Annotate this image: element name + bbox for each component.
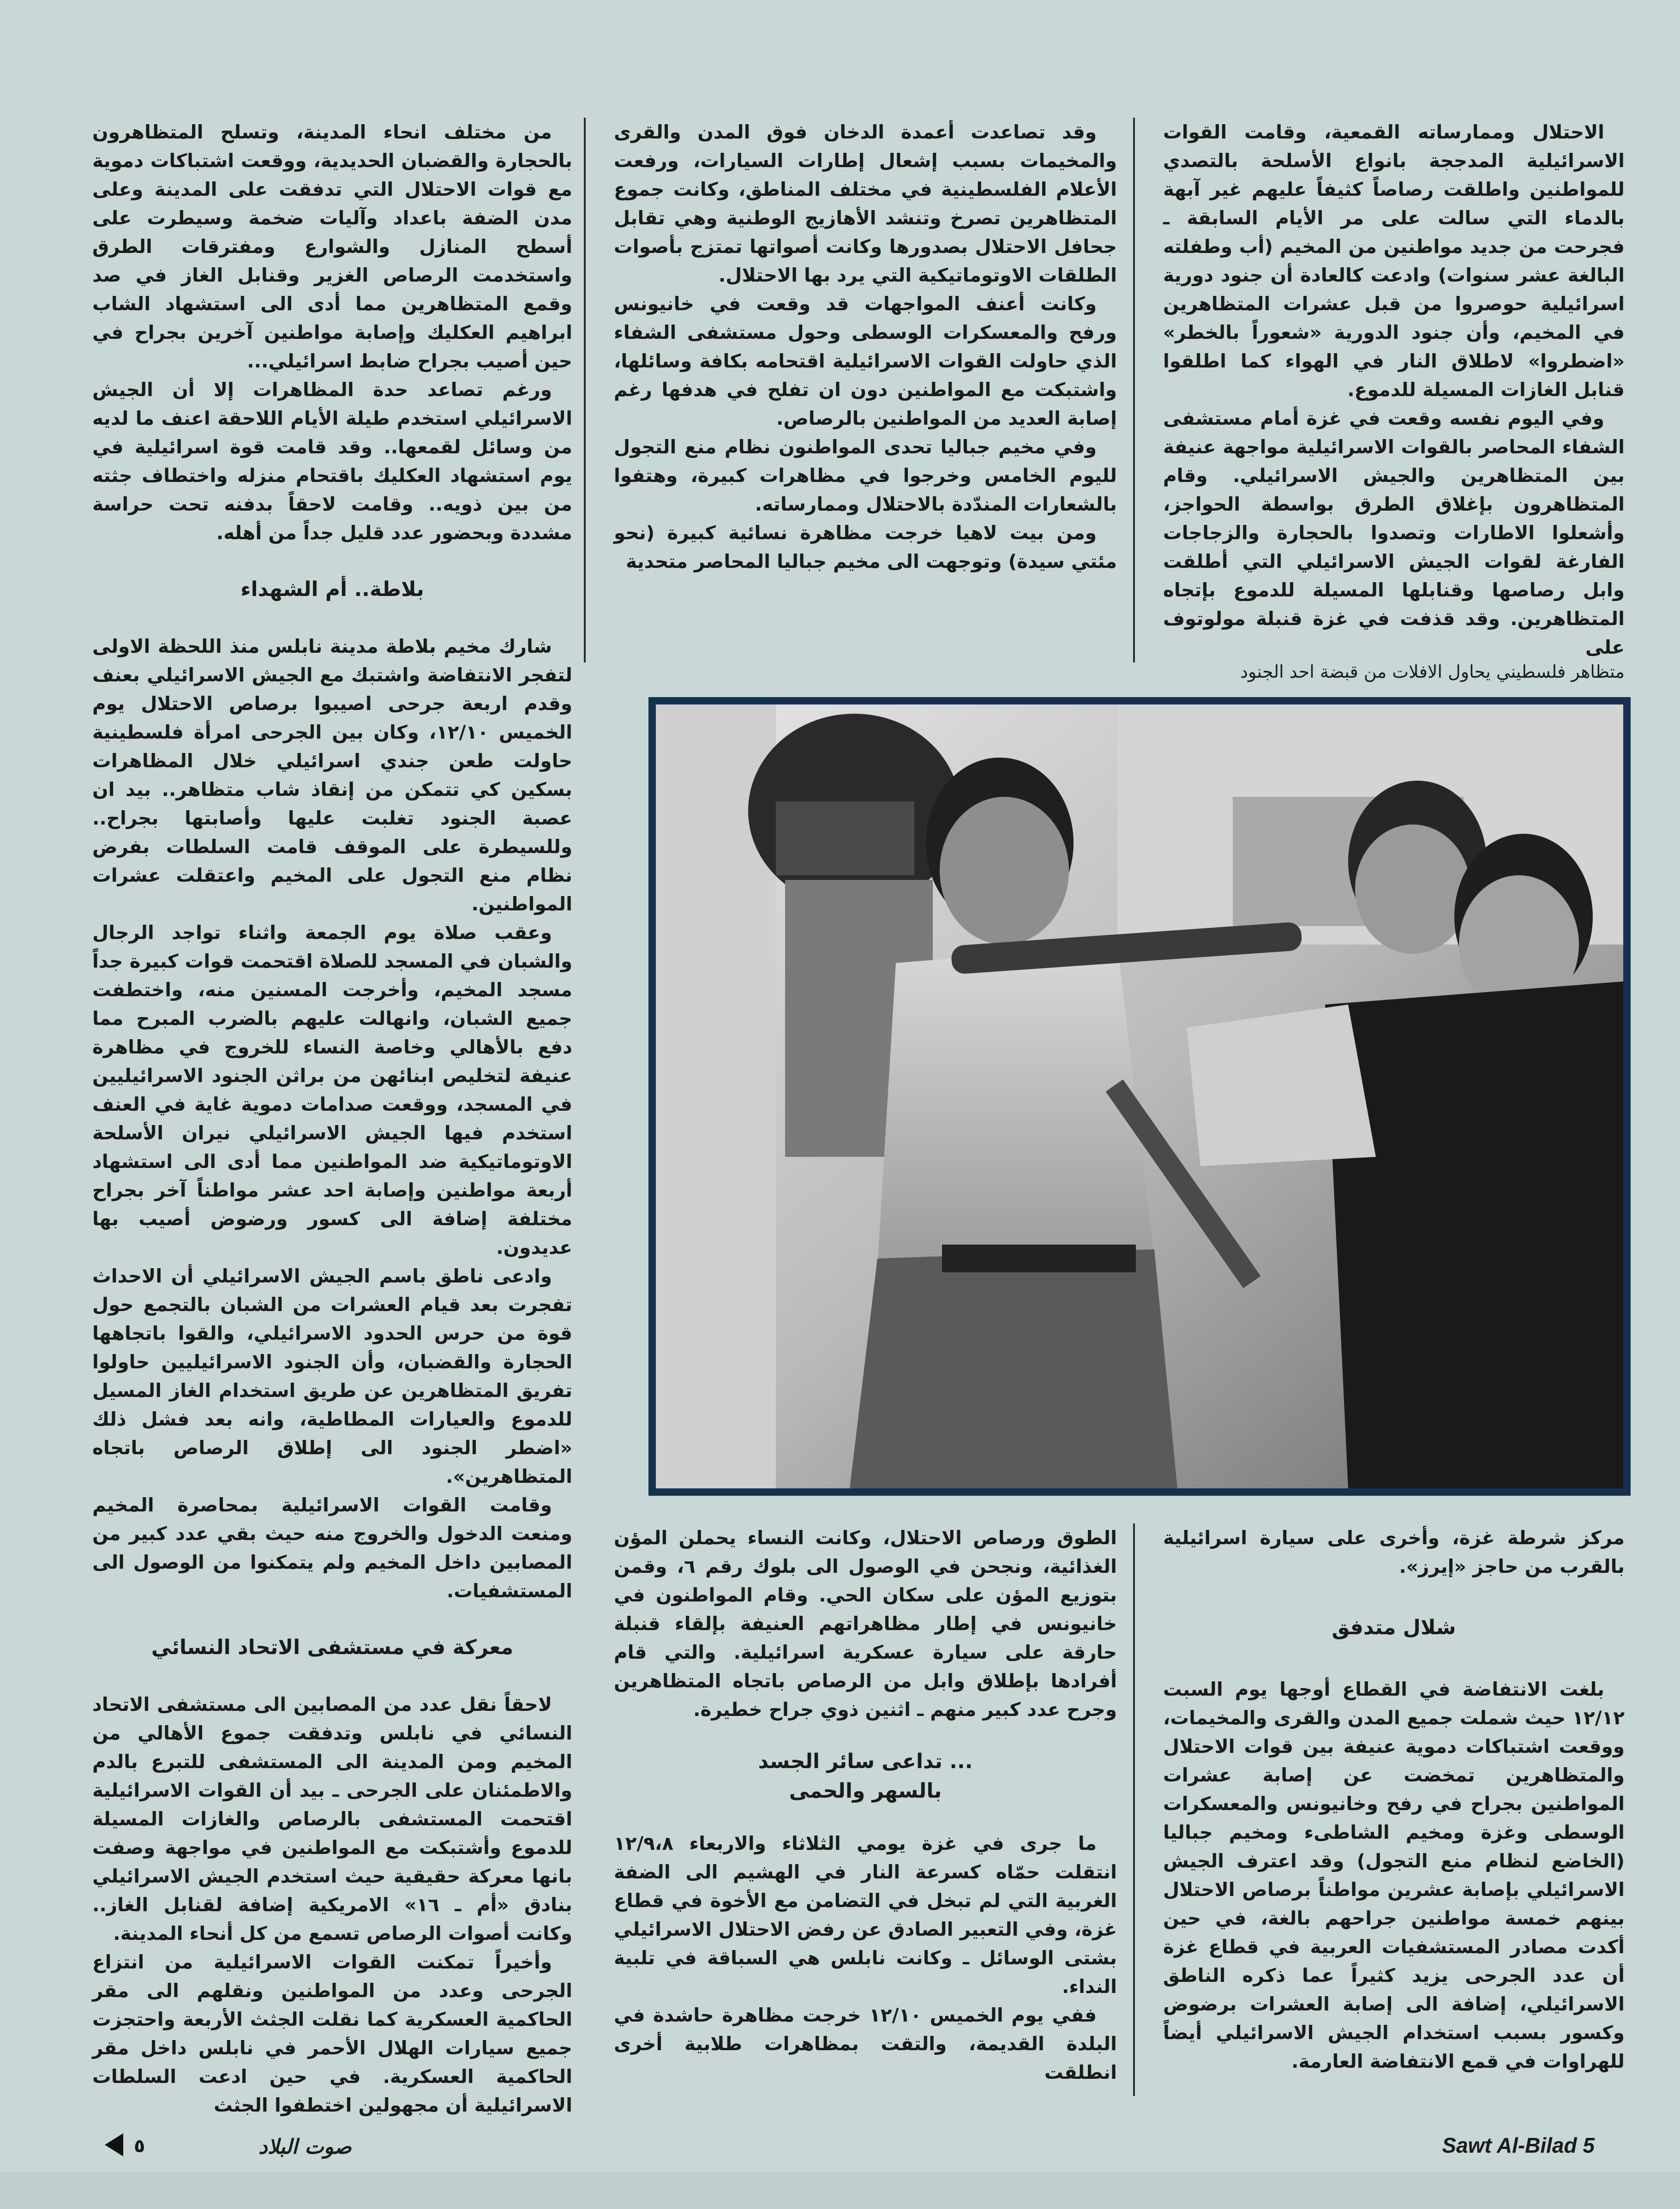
paragraph: وفي اليوم نفسه وقعت في غزة أمام مستشفى الشفاء المحاصر بالقوات الاسرائيلية مواجهة عنيفة بين المتظاهرين والجيش الاسرائيلي. وقام المتظاهرون بإغلاق الطرق بواسطة الحواجز، وأشعلوا الاطارات وتصدوا بالحجارة والزجاجات الفارغة لقوات الجيش الاسرائيلي التي أطلقت وابل رصاصها وقنابلها المسيلة للدموع بإتجاه المتظاهرين. وقد قذفت في غزة قنبلة مولوتوف على [1163, 407, 1625, 658]
paragraph: بلغت الانتفاضة في القطاع أوجها يوم السبت ١٢/١٢ حيث شملت جميع المدن والقرى والمخيمات، ووقعت اشتباكات دموية عنيفة بين قوات الاحتلال والمتظاهرين تمخضت عن إصابة عشرات المواطنين بجراح في رفح وخانيونس والمعسكرات الوسطى وغزة ومخيم الشاطىء ومخيم جباليا (الخاضع لنظام منع التجول) وقد اعترف الجيش الاسرائيلي بإصابة عشرين مواطناً برصاص الاحتلال بينهم خمسة مواطنين جراحهم بالغة، في حين أكدت مصادر المستشفيات العربية في قطاع غزة أن عدد الجرحى يزيد كثيراً عما ذكره الناطق الاسرائيلي، إضافة الى إصابة العشرات برضوض وكسور بسبب استخدام الجيش الاسرائيلي أيضاً للهراوات في قمع الانتفاضة العارمة. [1163, 1678, 1625, 2072]
paragraph: ما جرى في غزة يومي الثلاثاء والاربعاء ١٢/٩،٨ انتقلت حمّاه كسرعة النار في الهشيم الى الضفة الغربية التي لم تبخل في التضامن مع الأخوة في قطاع غزة، وفي التعبير الصادق عن رفض الاحتلال الاسرائيلي بشتى الوسائل ـ وكانت نابلس هي السباقة في تلبية النداء. [614, 1832, 1117, 1998]
page-number-arabic: ٥ [134, 2136, 145, 2157]
photo-image [656, 704, 1623, 1488]
paragraph: الطوق ورصاص الاحتلال، وكانت النساء يحملن المؤن الغذائية، ونجحن في الوصول الى بلوك رقم ٦، وقمن بتوزيع المؤن على سكان الحي. وقام المواطنون في خانيونس في إطار مظاهراتهم العنيفة بإلقاء قنبلة حارقة على سيارة عسكرية اسرائيلية. والتي قام أفرادها بإطلاق وابل من الرصاص باتجاه المتظاهرين وجرح عدد كبير منهم ـ اثنين ذوي جراح خطيرة. [614, 1527, 1117, 1721]
paragraph: مركز شرطة غزة، وأخرى على سيارة اسرائيلية بالقرب من حاجز «إيرز». [1163, 1527, 1625, 1577]
page-bottom-edge [0, 2172, 1680, 2209]
section-heading [614, 1747, 1117, 1806]
paragraph: وادعى ناطق باسم الجيش الاسرائيلي أن الاحداث تفجرت بعد قيام العشرات من الشبان بالتجمع حول قوة من حرس الحدود الاسرائيلي، والقوا باتجاهها الحجارة والقضبان، وأن الجنود الاسرائيليين حاولوا تفريق المتظاهرين عن طريق استخدام الغاز المسيل للدموع والعيارات المطاطية، وانه بعد فشل ذلك «اضطر الجنود الى إطلاق الرصاص باتجاه المتظاهرين». [92, 1265, 572, 1487]
page-arrow-icon [102, 2131, 126, 2159]
paragraph: شارك مخيم بلاطة مدينة نابلس منذ اللحظة الاولى لتفجر الانتفاضة واشتبك مع الجيش الاسرائيلي بعنف وقدم اربعة جرحى اصيبوا برصاص الاحتلال يوم الخميس ١٢/١٠، وكان بين الجرحى امرأة فلسطينية حاولت طعن جندي اسرائيلي خلال المظاهرات بسكين كي تتمكن من إنقاذ شاب متظاهر.. بيد ان عصبة الجنود تغلبت عليها وأصابتها بجراح.. وللسيطرة على الموقف قامت السلطات بفرض نظام منع التجول على المخيم واعتقلت عشرات المواطنين. [92, 635, 573, 915]
paragraph: وفي مخيم جباليا تحدى المواطنون نظام منع التجول لليوم الخامس وخرجوا في مظاهرات كبيرة، وهتفوا بالشعارات المندّدة بالاحتلال وممارساته. [614, 436, 1117, 515]
section-heading: معركة في مستشفى الاتحاد النسائي [151, 1636, 514, 1659]
article-column-middle-bottom [614, 1523, 1117, 2114]
paragraph: وأخيراً تمكنت القوات الاسرائيلية من انتزاع الجرحى وعدد من المواطنين ونقلهم الى مقر الحاكمية العسكرية كما نقلت الجثث الأربعة واحتجزت جميع سيارات الهلال الأحمر في نابلس داخل مقر الحاكمية العسكرية. في حين ادعت السلطات الاسرائيلية أن مجهولين اختطفوا الجثث [92, 1951, 572, 2116]
paragraph: ومن بيت لاهيا خرجت مظاهرة نسائية كبيرة (نحو مئتي سيدة) وتوجهت الى مخيم جباليا المحاصر متحدية [614, 522, 1117, 572]
article-column-middle-top [614, 118, 1117, 644]
paragraph: الاحتلال وممارساته القمعية، وقامت القوات الاسرائيلية المدججة بانواع الأسلحة بالتصدي للمواطنين واطلقت رصاصاً كثيفاً عليهم غير آبهة بالدماء التي سالت على مر الأيام السابقة ـ فجرحت من جديد مواطنين من المخيم (أب وطفلته البالغة عشر سنوات) وادعت كالعادة أن جنود دورية اسرائيلية حوصروا من قبل عشرات المتظاهرين في المخيم، وأن جنود الدورية «شعوراً بالخطر» «اضطروا» لاطلاق النار في الهواء كما اطلقوا قنابل الغازات المسيلة للدموع. [1163, 121, 1625, 401]
news-photo [648, 697, 1631, 1496]
paragraph: وكانت أعنف المواجهات قد وقعت في خانيونس ورفح والمعسكرات الوسطى وحول مستشفى الشفاء الذي حاولت القوات الاسرائيلية اقتحامه بكافة وسائلها، واشتبكت مع المواطنين دون ان تفلح في هدفها رغم إصابة العديد من المواطنين بالرصاص. [614, 293, 1117, 429]
photo-caption: متظاهر فلسطيني يحاول الافلات من قبضة احد الجنود [1240, 662, 1625, 682]
heading-line: ... تداعى سائر الجسد [758, 1750, 973, 1773]
column-divider [1133, 1523, 1135, 2096]
magazine-title-arabic: صوت البلاد [258, 2135, 352, 2159]
article-column-left [92, 118, 573, 2116]
article-column-right-bottom [1163, 1523, 1625, 2114]
paragraph: من مختلف انحاء المدينة، وتسلح المتظاهرون بالحجارة والقضبان الحديدية، ووقعت اشتباكات دموية مع قوات الاحتلال التي تدفقت على المدينة وعلى مدن الضفة باعداد وآليات ضخمة وسيطرت على أسطح المنازل والشوارع ومفترقات الطرق واستخدمت الرصاص الغزير وقنابل الغاز في صد وقمع المتظاهرين مما أدى الى استشهاد الشاب ابراهيم العكليك وإصابة مواطنين آخرين بجراح في حين أصيب بجراح ضابط اسرائيلي... [92, 121, 572, 372]
section-heading: بلاطة.. أم الشهداء [240, 578, 424, 601]
paragraph: ففي يوم الخميس ١٢/١٠ خرجت مظاهرة حاشدة في البلدة القديمة، والتقت بمظاهرات طلابية أخرى انطلقت [614, 2004, 1117, 2083]
paragraph: وقامت القوات الاسرائيلية بمحاصرة المخيم ومنعت الدخول والخروج منه حيث بقي عدد كبير من المصابين داخل المخيم ولم يتمكنوا من الوصول الى المستشفيات. [92, 1494, 572, 1602]
magazine-title-latin: Sawt Al-Bilad 5 [1442, 2133, 1595, 2157]
paragraph: لاحقاً نقل عدد من المصابين الى مستشفى الاتحاد النسائي في نابلس وتدفقت جموع الأهالي من المخيم ومن المدينة الى المستشفى للتبرع بالدم والاطمئنان على الجرحى ـ بيد أن القوات الاسرائيلية اقتحمت المستشفى بالرصاص والغازات المسيلة للدموع وأشتبكت مع المواطنين في مواجهة وصفت بانها معركة حقيقية حيث استخدم الجيش الاسرائيلي بنادق «أم ـ ١٦» الامريكية إضافة لقنابل الغاز.. وكانت أصوات الرصاص تسمع من كل أنحاء المدينة. [92, 1693, 573, 1944]
column-divider [584, 118, 586, 662]
paragraph: وعقب صلاة يوم الجمعة واثناء تواجد الرجال والشبان في المسجد للصلاة اقتحمت قوات كبيرة جداً مسجد المخيم، وأخرجت المسنين منه، واختطفت جميع الشبان، وانهالت عليهم بالضرب المبرح مما دفع بالأهالي وخاصة النساء للخروج في مظاهرة عنيفة لتخليص ابنائهن من براثن الجنود الاسرائيليين في المسجد، ووقعت صدامات دموية غاية في العنف استخدم فيها الجيش الاسرائيلي نيران الأسلحة الاوتوماتيكية ضد المواطنين مما أدى الى استشهاد أربعة مواطنين وإصابة احد عشر مواطناً آخر بجراح مختلفة إضافة الى كسور ورضوض أصيب بها عديدون. [92, 921, 572, 1258]
article-column-right-top [1163, 118, 1625, 658]
column-divider [1133, 118, 1135, 662]
section-heading: شلال متدفق [1332, 1616, 1456, 1639]
paragraph: وقد تصاعدت أعمدة الدخان فوق المدن والقرى والمخيمات بسبب إشعال إطارات السيارات، ورفعت الأعلام الفلسطينية في مختلف المناطق، وكانت جموع المتظاهرين تصرخ وتنشد الأهازيج الوطنية وهي تقابل جحافل الاحتلال بصدورها وكانت أصواتها تمتزج بأصوات الطلقات الاوتوماتيكية التي يرد بها الاحتلال. [614, 121, 1117, 286]
paragraph: ورغم تصاعد حدة المظاهرات إلا أن الجيش الاسرائيلي استخدم طيلة الأيام اللاحقة اعنف ما لديه من وسائل لقمعها.. وقد قامت قوة اسرائيلية في يوم استشهاد العكليك باقتحام منزله واختطاف جثته من بين ذويه.. وقامت لاحقاً بدفنه تحت حراسة مشددة وبحضور عدد قليل جداً من أهله. [92, 379, 572, 544]
heading-line: بالسهر والحمى [789, 1779, 942, 1803]
